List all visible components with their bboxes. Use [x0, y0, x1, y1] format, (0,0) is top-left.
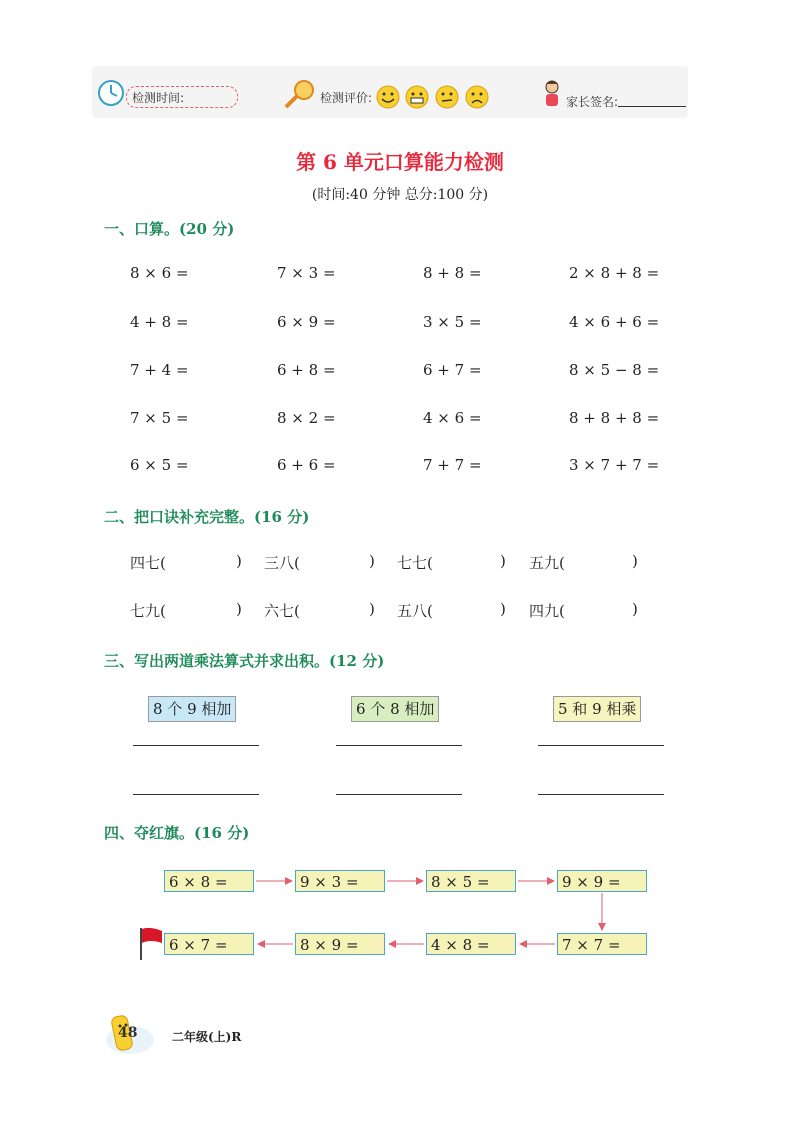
rhyme-question: 三八( — [264, 554, 300, 572]
close-paren: ) — [500, 552, 506, 570]
math-question: 8 × 6 = — [130, 264, 189, 282]
rating-faces[interactable] — [376, 84, 492, 110]
section-3-heading: 三、写出两道乘法算式并求出积。(12 分) — [104, 652, 385, 670]
answer-line[interactable] — [133, 745, 259, 746]
prompt-box: 5 和 9 相乘 — [553, 696, 641, 722]
math-question: 3 × 7 + 7 = — [569, 456, 660, 474]
close-paren: ) — [500, 600, 506, 618]
answer-line[interactable] — [336, 794, 462, 795]
math-question: 4 × 6 + 6 = — [569, 313, 660, 331]
rhyme-question: 六七( — [264, 602, 300, 620]
prompt-box: 8 个 9 相加 — [148, 696, 236, 722]
magnifier-icon — [282, 78, 318, 110]
close-paren: ) — [632, 552, 638, 570]
sad-face-icon — [466, 86, 488, 108]
math-question: 6 × 5 = — [130, 456, 189, 474]
math-question: 4 + 8 = — [130, 313, 189, 331]
sign-label: 家长签名: — [566, 95, 619, 109]
math-question: 6 + 6 = — [277, 456, 336, 474]
rhyme-question: 五八( — [397, 602, 433, 620]
math-question: 8 + 8 = — [423, 264, 482, 282]
math-question: 8 + 8 + 8 = — [569, 409, 660, 427]
page-title: 第 6 单元口算能力检测 — [296, 150, 504, 174]
close-paren: ) — [369, 600, 375, 618]
rhyme-question: 四七( — [130, 554, 166, 572]
flag-question-box[interactable]: 9 × 3 = — [295, 870, 385, 892]
answer-line[interactable] — [538, 794, 664, 795]
math-question: 6 + 8 = — [277, 361, 336, 379]
rhyme-question: 五九( — [529, 554, 565, 572]
math-question: 8 × 2 = — [277, 409, 336, 427]
neutral-face-icon — [436, 86, 458, 108]
flag-question-box[interactable]: 4 × 8 = — [426, 933, 516, 955]
section-2-heading: 二、把口诀补充完整。(16 分) — [104, 508, 310, 526]
math-question: 6 × 9 = — [277, 313, 336, 331]
flag-question-box[interactable]: 9 × 9 = — [557, 870, 647, 892]
section-4-heading: 四、夺红旗。(16 分) — [104, 824, 250, 842]
red-flag-icon — [138, 926, 164, 962]
math-question: 7 × 3 = — [277, 264, 336, 282]
flag-path-arrows — [0, 860, 800, 970]
clock-icon — [96, 78, 126, 108]
grade-label: 二年级(上)R — [172, 1030, 242, 1044]
math-question: 2 × 8 + 8 = — [569, 264, 660, 282]
answer-line[interactable] — [133, 794, 259, 795]
math-question: 3 × 5 = — [423, 313, 482, 331]
math-question: 7 × 5 = — [130, 409, 189, 427]
section-1-heading: 一、口算。(20 分) — [104, 220, 235, 238]
eval-label: 检测评价: — [320, 91, 373, 105]
math-question: 7 + 4 = — [130, 361, 189, 379]
flag-question-box[interactable]: 8 × 9 = — [295, 933, 385, 955]
math-question: 6 + 7 = — [423, 361, 482, 379]
close-paren: ) — [236, 552, 242, 570]
rhyme-question: 四九( — [529, 602, 565, 620]
flag-question-box[interactable]: 6 × 8 = — [164, 870, 254, 892]
time-label: 检测时间: — [132, 91, 185, 105]
grin-face-icon — [406, 86, 428, 108]
rhyme-question: 七九( — [130, 602, 166, 620]
page-subtitle: (时间:40 分钟 总分:100 分) — [311, 187, 489, 203]
answer-line[interactable] — [336, 745, 462, 746]
page-number: 48 — [118, 1025, 138, 1041]
close-paren: ) — [369, 552, 375, 570]
smile-face-icon — [377, 86, 399, 108]
math-question: 8 × 5 − 8 = — [569, 361, 660, 379]
flag-question-box[interactable]: 8 × 5 = — [426, 870, 516, 892]
parent-icon — [540, 78, 564, 110]
math-question: 4 × 6 = — [423, 409, 482, 427]
flag-question-box[interactable]: 6 × 7 = — [164, 933, 254, 955]
signature-line[interactable] — [618, 106, 686, 107]
math-question: 7 + 7 = — [423, 456, 482, 474]
close-paren: ) — [236, 600, 242, 618]
close-paren: ) — [632, 600, 638, 618]
flag-question-box[interactable]: 7 × 7 = — [557, 933, 647, 955]
rhyme-question: 七七( — [397, 554, 433, 572]
answer-line[interactable] — [538, 745, 664, 746]
prompt-box: 6 个 8 相加 — [351, 696, 439, 722]
